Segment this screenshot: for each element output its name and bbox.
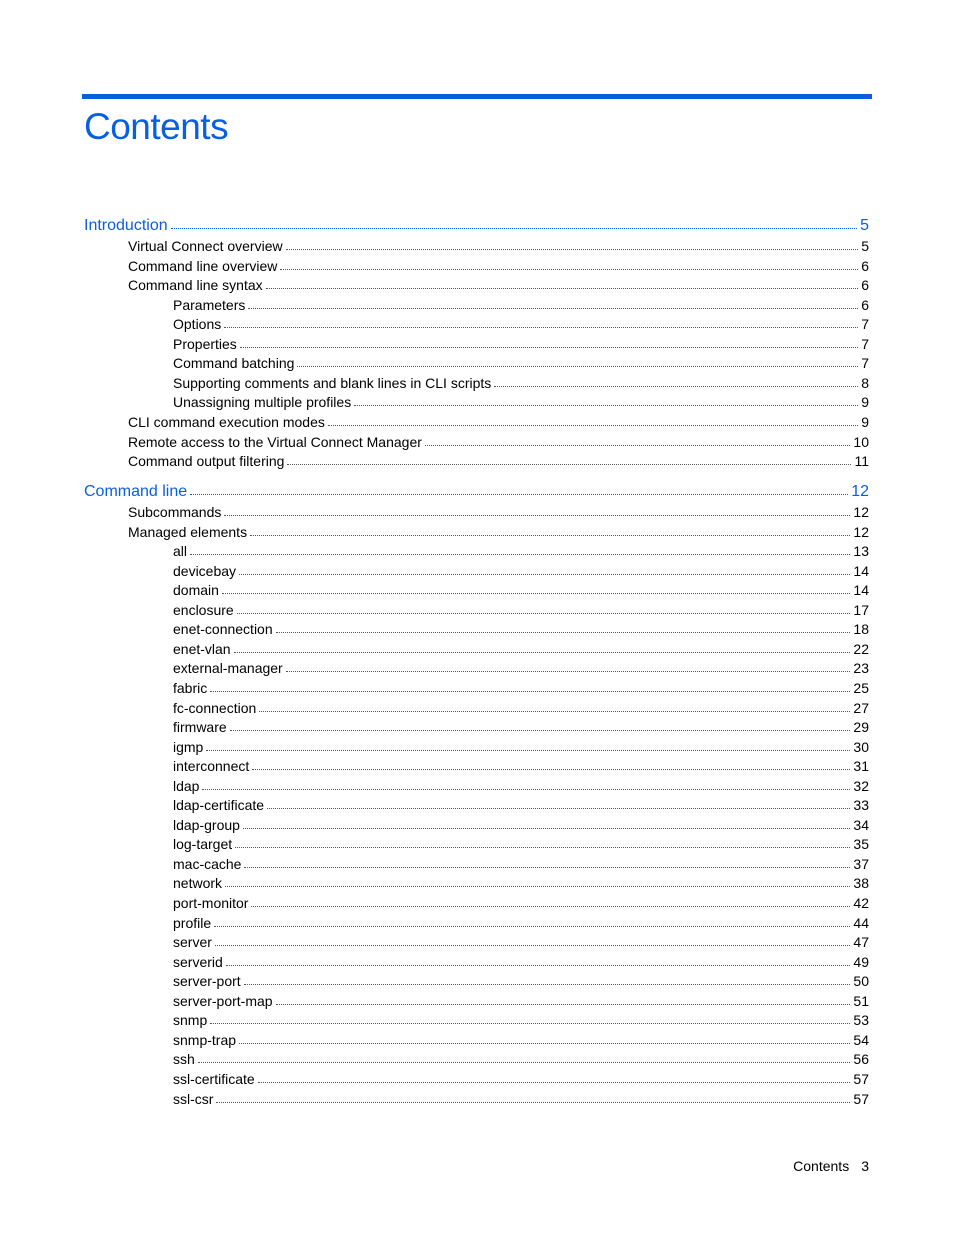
toc-entry-label: ssl-certificate bbox=[173, 1070, 255, 1087]
dot-leader bbox=[237, 613, 851, 614]
toc-entry[interactable] bbox=[173, 718, 869, 737]
dot-leader bbox=[244, 984, 851, 985]
dot-leader bbox=[280, 269, 858, 270]
toc-entry-page: 56 bbox=[853, 1051, 869, 1068]
toc-entry-page: 31 bbox=[853, 758, 869, 775]
toc-entry-page: 32 bbox=[853, 777, 869, 794]
toc-entry-page: 49 bbox=[853, 953, 869, 970]
dot-leader bbox=[214, 926, 850, 927]
toc-entry-page: 10 bbox=[853, 433, 869, 450]
toc-entry-page: 7 bbox=[861, 316, 869, 333]
toc-entry-page: 25 bbox=[853, 679, 869, 696]
toc-entry-label: Command line syntax bbox=[128, 277, 263, 294]
toc-entry-page: 29 bbox=[853, 719, 869, 736]
toc-entry[interactable] bbox=[173, 874, 869, 893]
toc-entry[interactable] bbox=[173, 1031, 869, 1050]
dot-leader bbox=[224, 515, 850, 516]
toc-chapter-entry[interactable] bbox=[84, 482, 869, 502]
toc-entry-label: devicebay bbox=[173, 562, 237, 579]
toc-entry-page: 35 bbox=[853, 836, 869, 853]
toc-entry[interactable] bbox=[173, 1011, 869, 1030]
toc-entry-label: log-target bbox=[173, 836, 233, 853]
toc-entry-label: ssl-csr bbox=[173, 1090, 214, 1107]
dot-leader bbox=[276, 1004, 851, 1005]
toc-entry-label: Managed elements bbox=[128, 523, 248, 540]
toc-entry[interactable] bbox=[173, 777, 869, 796]
toc-entry-label: ldap-group bbox=[173, 816, 240, 833]
toc-entry-page: 9 bbox=[861, 394, 869, 411]
toc-entry-page: 11 bbox=[854, 453, 869, 470]
toc-entry-label: Parameters bbox=[173, 296, 246, 313]
toc-entry-label: domain bbox=[173, 582, 219, 599]
toc-entry[interactable] bbox=[173, 1070, 869, 1089]
toc-entry-page: 6 bbox=[861, 277, 869, 294]
toc-entry-label: server bbox=[173, 934, 212, 951]
toc-entry-page: 14 bbox=[853, 562, 869, 579]
dot-leader bbox=[276, 632, 851, 633]
toc-entry[interactable] bbox=[173, 315, 869, 334]
toc-entry-page: 22 bbox=[853, 640, 869, 657]
toc-entry-label: Command line overview bbox=[128, 257, 278, 274]
dot-leader bbox=[266, 288, 859, 289]
toc-entry-page: 23 bbox=[853, 660, 869, 677]
toc-entry-label: ldap bbox=[173, 777, 200, 794]
toc-entry-label: enet-vlan bbox=[173, 640, 231, 657]
toc-entry-label: fc-connection bbox=[173, 699, 257, 716]
dot-leader bbox=[198, 1062, 851, 1063]
page-footer bbox=[793, 1158, 869, 1174]
title-rule bbox=[82, 94, 872, 99]
toc-entry-label: ssh bbox=[173, 1051, 195, 1068]
toc-entry-page: 6 bbox=[861, 296, 869, 313]
toc-entry[interactable] bbox=[173, 296, 869, 315]
toc-entry-page: 54 bbox=[853, 1031, 869, 1048]
toc-entry[interactable] bbox=[173, 816, 869, 835]
toc-chapter-entry[interactable] bbox=[84, 216, 869, 236]
toc-entry[interactable] bbox=[128, 523, 869, 542]
dot-leader bbox=[494, 386, 858, 387]
toc-entry[interactable] bbox=[173, 562, 869, 581]
toc-entry[interactable] bbox=[173, 738, 869, 757]
toc-entry[interactable] bbox=[173, 894, 869, 913]
toc-entry[interactable] bbox=[173, 835, 869, 854]
dot-leader bbox=[215, 945, 851, 946]
toc-entry[interactable] bbox=[173, 1090, 869, 1109]
dot-leader bbox=[224, 327, 858, 328]
toc-entry-page: 12 bbox=[853, 504, 869, 520]
toc-entry[interactable] bbox=[173, 757, 869, 776]
toc-entry[interactable] bbox=[173, 659, 869, 678]
toc-entry-label: firmware bbox=[173, 719, 227, 736]
dot-leader bbox=[190, 554, 850, 555]
toc-entry-label: external-manager bbox=[173, 660, 283, 677]
toc-entry[interactable] bbox=[173, 953, 869, 972]
toc-entry-label: server-port bbox=[173, 973, 241, 990]
toc-entry-page: 50 bbox=[853, 973, 869, 990]
footer-section: Contents bbox=[793, 1158, 850, 1174]
toc-entry-label: Command line bbox=[84, 483, 188, 500]
dot-leader bbox=[251, 906, 850, 907]
toc-entry-page: 33 bbox=[853, 797, 869, 814]
dot-leader bbox=[259, 711, 850, 712]
toc-entry-label: port-monitor bbox=[173, 895, 249, 911]
toc-entry-page: 12 bbox=[853, 523, 869, 540]
toc-entry-page: 7 bbox=[861, 335, 869, 352]
toc-entry-page: 17 bbox=[853, 601, 869, 618]
page-title: Contents bbox=[84, 106, 229, 147]
toc-entry[interactable] bbox=[173, 1050, 869, 1069]
toc-entry-label: Remote access to the Virtual Connect Manager bbox=[128, 433, 422, 450]
toc-entry-label: Command batching bbox=[173, 355, 295, 372]
toc-entry[interactable] bbox=[128, 503, 869, 522]
toc-entry-label: network bbox=[173, 875, 223, 892]
toc-entry[interactable] bbox=[173, 542, 869, 561]
toc-entry-label: Subcommands bbox=[128, 504, 222, 520]
toc-entry[interactable] bbox=[128, 257, 869, 276]
toc-entry[interactable] bbox=[173, 640, 869, 659]
toc-entry[interactable] bbox=[173, 699, 869, 718]
toc-entry[interactable] bbox=[173, 855, 869, 874]
toc-entry-page: 44 bbox=[853, 914, 869, 931]
toc-entry[interactable] bbox=[173, 992, 869, 1011]
toc-entry-page: 57 bbox=[853, 1070, 869, 1087]
toc-entry-page: 5 bbox=[860, 217, 869, 234]
toc-entry-label: Virtual Connect overview bbox=[128, 238, 283, 254]
dot-leader bbox=[210, 1023, 850, 1024]
toc-entry-page: 38 bbox=[853, 875, 869, 892]
dot-leader bbox=[328, 425, 858, 426]
footer-page-number: 3 bbox=[861, 1158, 869, 1174]
toc-entry[interactable] bbox=[173, 354, 869, 373]
dot-leader bbox=[425, 445, 851, 446]
toc-entry-page: 37 bbox=[853, 855, 869, 872]
toc-entry[interactable] bbox=[128, 452, 869, 471]
toc-entry-page: 12 bbox=[851, 483, 869, 500]
dot-leader bbox=[250, 535, 850, 536]
dot-leader bbox=[226, 965, 851, 966]
dot-leader bbox=[239, 574, 850, 575]
toc-entry-page: 27 bbox=[853, 699, 869, 716]
toc-entry-page: 42 bbox=[853, 895, 869, 911]
dot-leader bbox=[297, 366, 858, 367]
toc-entry-label: Options bbox=[173, 316, 222, 333]
toc-entry[interactable] bbox=[173, 914, 869, 933]
toc-entry-label: Supporting comments and blank lines in CLI scripts bbox=[173, 374, 492, 391]
toc-entry[interactable] bbox=[173, 335, 869, 354]
dot-leader bbox=[252, 769, 850, 770]
toc-entry-page: 13 bbox=[853, 543, 869, 560]
dot-leader bbox=[235, 847, 850, 848]
dot-leader bbox=[248, 308, 858, 309]
toc-entry-page: 57 bbox=[853, 1090, 869, 1107]
toc-entry-label: Unassigning multiple profiles bbox=[173, 394, 352, 411]
toc-entry-label: mac-cache bbox=[173, 855, 242, 872]
toc-entry[interactable] bbox=[173, 933, 869, 952]
toc-entry-page: 47 bbox=[853, 934, 869, 951]
dot-leader bbox=[287, 464, 851, 465]
toc-entry-page: 5 bbox=[861, 238, 869, 254]
toc-entry[interactable] bbox=[128, 237, 869, 256]
dot-leader bbox=[267, 808, 850, 809]
toc-entry-label: Properties bbox=[173, 335, 237, 352]
toc-entry-page: 7 bbox=[861, 355, 869, 372]
toc-entry-page: 14 bbox=[853, 582, 869, 599]
toc-entry-page: 53 bbox=[853, 1012, 869, 1029]
toc-entry-label: interconnect bbox=[173, 758, 250, 775]
toc-entry-page: 34 bbox=[853, 816, 869, 833]
toc-entry-label: fabric bbox=[173, 679, 208, 696]
toc-entry-label: enclosure bbox=[173, 601, 234, 618]
toc-entry-label: Introduction bbox=[84, 217, 168, 234]
toc-entry-page: 6 bbox=[861, 257, 869, 274]
toc-entry-label: serverid bbox=[173, 953, 223, 970]
dot-leader bbox=[286, 249, 859, 250]
dot-leader bbox=[230, 730, 851, 731]
dot-leader bbox=[216, 1102, 850, 1103]
toc-entry-label: server-port-map bbox=[173, 992, 273, 1009]
toc-entry[interactable] bbox=[173, 679, 869, 698]
toc-entry-label: Command output filtering bbox=[128, 453, 285, 470]
toc-entry-label: all bbox=[173, 543, 188, 560]
toc-entry-page: 30 bbox=[853, 738, 869, 755]
toc-entry-label: ldap-certificate bbox=[173, 797, 265, 814]
dot-leader bbox=[190, 494, 848, 495]
toc-entry[interactable] bbox=[128, 413, 869, 432]
toc-entry-page: 51 bbox=[853, 992, 869, 1009]
toc-entry[interactable] bbox=[173, 581, 869, 600]
toc-entry[interactable] bbox=[173, 972, 869, 991]
dot-leader bbox=[258, 1082, 851, 1083]
dot-leader bbox=[244, 867, 850, 868]
toc-entry[interactable] bbox=[128, 433, 869, 452]
toc-entry[interactable] bbox=[173, 393, 869, 412]
dot-leader bbox=[225, 886, 850, 887]
toc-entry-label: snmp-trap bbox=[173, 1031, 237, 1048]
toc-entry[interactable] bbox=[173, 601, 869, 620]
dot-leader bbox=[286, 671, 851, 672]
dot-leader bbox=[243, 828, 850, 829]
toc-entry[interactable] bbox=[128, 276, 869, 295]
dot-leader bbox=[210, 691, 850, 692]
toc-entry[interactable] bbox=[173, 796, 869, 815]
dot-leader bbox=[240, 347, 858, 348]
toc-entry-label: profile bbox=[173, 914, 212, 931]
dot-leader bbox=[202, 789, 850, 790]
toc-entry-page: 18 bbox=[853, 621, 869, 638]
toc-entry-label: CLI command execution modes bbox=[128, 413, 325, 430]
dot-leader bbox=[206, 750, 850, 751]
toc-entry-label: igmp bbox=[173, 738, 204, 755]
toc-entry-page: 8 bbox=[861, 374, 869, 391]
toc-entry-page: 9 bbox=[861, 413, 869, 430]
dot-leader bbox=[222, 593, 851, 594]
toc-entry[interactable] bbox=[173, 374, 869, 393]
toc-entry[interactable] bbox=[173, 620, 869, 639]
dot-leader bbox=[171, 228, 857, 229]
dot-leader bbox=[234, 652, 851, 653]
dot-leader bbox=[354, 405, 858, 406]
toc-entry-label: snmp bbox=[173, 1012, 208, 1029]
dot-leader bbox=[239, 1043, 850, 1044]
toc-entry-label: enet-connection bbox=[173, 621, 273, 638]
